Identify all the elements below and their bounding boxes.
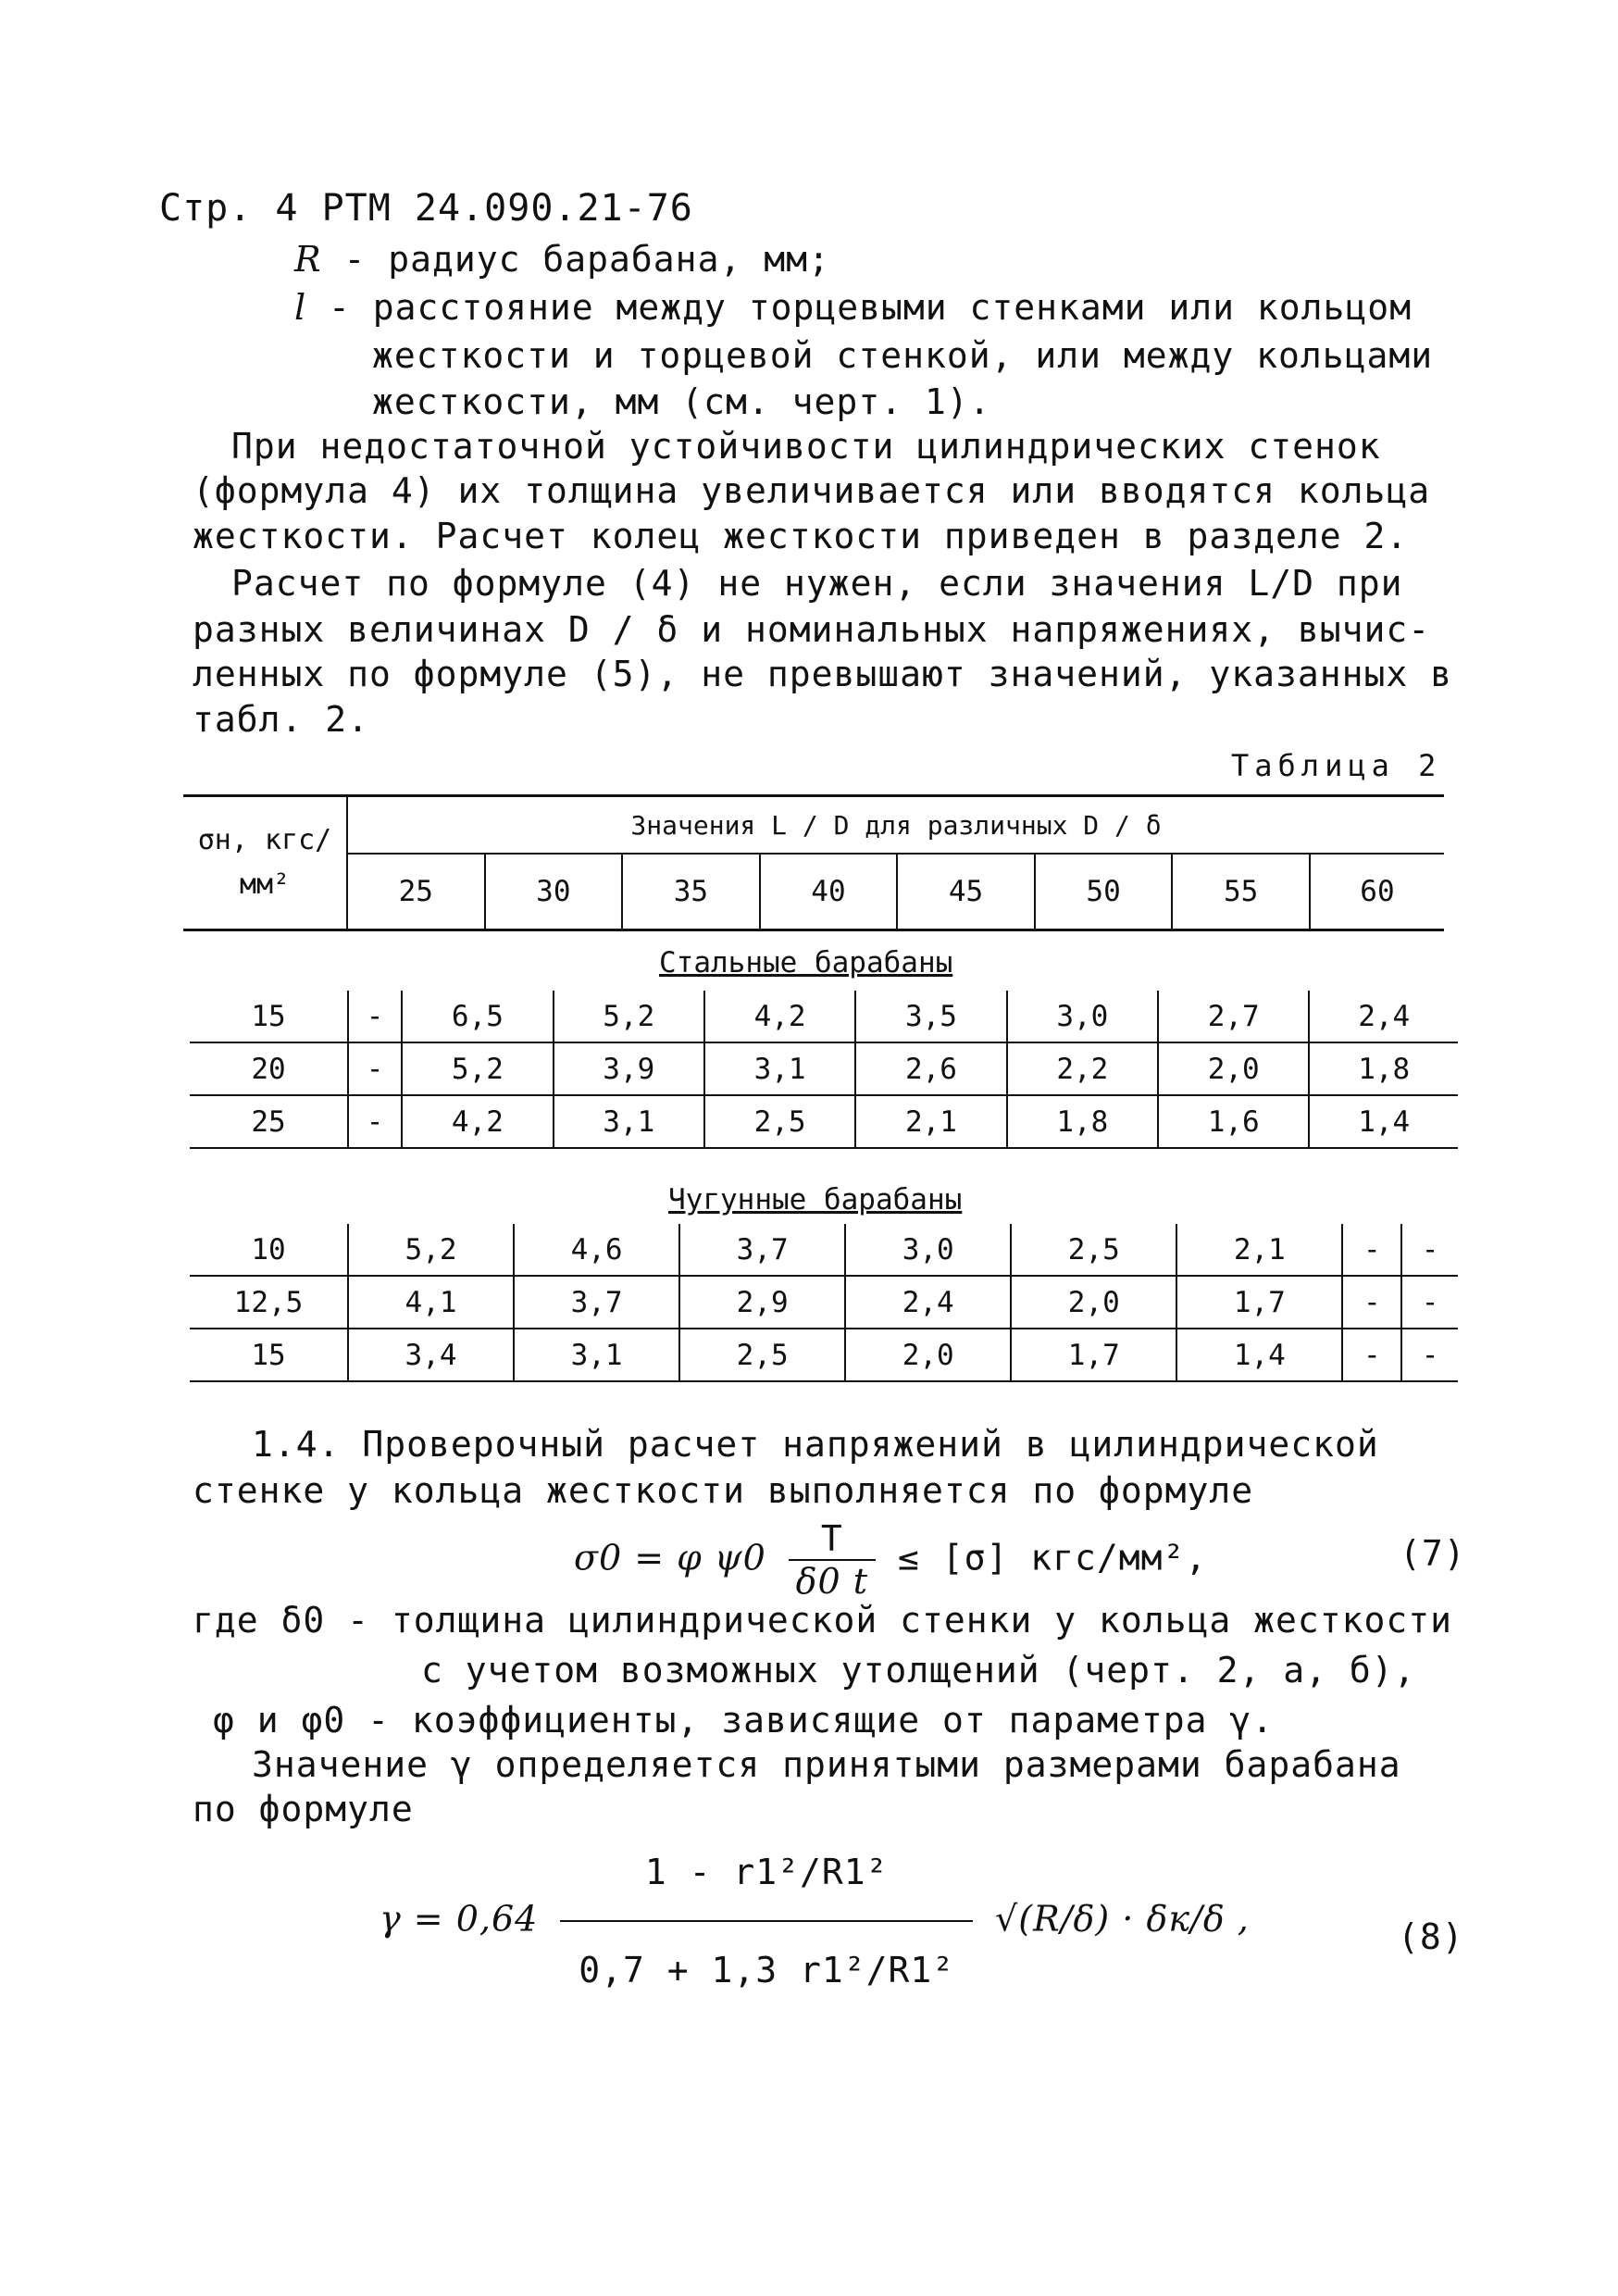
- sec14-line-2: стенке у кольца жесткости выполняется по формуле: [193, 1470, 1254, 1511]
- para1-line-1: При недостаточной устойчивости цилиндрических стенок: [231, 426, 1381, 467]
- value-cell: 1,7: [1011, 1329, 1176, 1381]
- value-cell: 3,1: [704, 1042, 855, 1095]
- para2-line-1: Расчет по формуле (4) не нужен, если значения L/D при: [231, 563, 1403, 604]
- value-cell: 2,5: [679, 1329, 845, 1381]
- value-cell: 2,4: [845, 1276, 1011, 1329]
- steel-table: [190, 991, 1458, 1149]
- value-cell: 3,0: [845, 1224, 1011, 1276]
- def-line-2: [294, 287, 1412, 328]
- row-stress-cell: 15: [190, 1329, 348, 1381]
- table-caption: Таблица 2: [1231, 748, 1442, 783]
- value-cell: 3,4: [348, 1329, 514, 1381]
- formula-rhs: ≤ [σ] кгс/мм²,: [897, 1537, 1208, 1578]
- row-stress-cell: 10: [190, 1224, 348, 1276]
- fraction-numerator: T: [789, 1518, 876, 1561]
- value-cell: 2,1: [1176, 1224, 1342, 1276]
- value-cell: -: [1342, 1224, 1401, 1276]
- cast-section-title: Чугунные барабаны: [668, 1183, 963, 1217]
- formula-7-number: (7): [1400, 1533, 1466, 1574]
- value-cell: -: [348, 1095, 402, 1148]
- col-header: 30: [485, 854, 623, 930]
- value-cell: 5,2: [402, 1042, 553, 1095]
- fraction-denominator: δ0 t: [795, 1561, 869, 1602]
- value-cell: 3,5: [855, 991, 1006, 1042]
- value-cell: 1,8: [1309, 1042, 1458, 1095]
- value-cell: 4,2: [402, 1095, 553, 1148]
- sec14-line-1: 1.4. Проверочный расчет напряжений в цилиндрической: [252, 1424, 1379, 1465]
- value-cell: 3,0: [1007, 991, 1158, 1042]
- value-cell: 1,4: [1176, 1329, 1342, 1381]
- formula-lhs: γ = 0,64: [380, 1898, 539, 1940]
- steel-section-title: Стальные барабаны: [659, 946, 953, 980]
- value-cell: -: [1342, 1329, 1401, 1381]
- formula-fraction: [789, 1518, 876, 1602]
- col-header: 50: [1035, 854, 1173, 930]
- value-cell: 1,6: [1158, 1095, 1309, 1148]
- value-cell: 2,4: [1309, 991, 1458, 1042]
- value-cell: -: [1401, 1329, 1458, 1381]
- col-header: 35: [622, 854, 760, 930]
- table-row: [190, 1042, 1458, 1095]
- value-cell: 5,2: [348, 1224, 514, 1276]
- col-header: 25: [347, 854, 485, 930]
- value-cell: 1,8: [1007, 1095, 1158, 1148]
- def-symbol: l: [294, 287, 307, 328]
- formula-8-number: (8): [1398, 1916, 1464, 1957]
- cast-table: [190, 1224, 1458, 1382]
- value-cell: 2,0: [1158, 1042, 1309, 1095]
- para1-line-2: (формула 4) их толщина увеличивается или вводятся кольца: [193, 470, 1431, 511]
- def-line-1: [294, 239, 830, 280]
- value-cell: 2,5: [704, 1095, 855, 1148]
- formula-fraction: [560, 1833, 973, 2009]
- table-row: [190, 1276, 1458, 1329]
- para2-line-3: ленных по формуле (5), не превышают значений, указанных в: [193, 654, 1453, 694]
- value-cell: -: [348, 1042, 402, 1095]
- table-row: [190, 1095, 1458, 1148]
- where-line-3: φ и φ0 - коэффициенты, зависящие от параметра γ.: [213, 1700, 1275, 1741]
- value-cell: 2,0: [845, 1329, 1011, 1381]
- value-cell: 2,7: [1158, 991, 1309, 1042]
- group-header: Значения L / D для различных D / δ: [347, 796, 1444, 855]
- value-cell: 1,4: [1309, 1095, 1458, 1148]
- table-row: [190, 1224, 1458, 1276]
- def-symbol: R: [294, 239, 322, 280]
- fraction-numerator: 1 - r1²/R1²: [560, 1833, 973, 1922]
- col-header: 45: [897, 854, 1035, 930]
- value-cell: 2,2: [1007, 1042, 1158, 1095]
- value-cell: 2,6: [855, 1042, 1006, 1095]
- def-line-4: жесткости, мм (см. черт. 1).: [372, 381, 991, 422]
- value-cell: 3,7: [679, 1224, 845, 1276]
- where-line-2: с учетом возможных утолщений (черт. 2, а, б),: [421, 1650, 1416, 1691]
- value-cell: 2,0: [1011, 1276, 1176, 1329]
- formula-8: [380, 1833, 1250, 2009]
- stub-header: σн, кгс/мм²: [183, 796, 347, 930]
- para2-line-2: разных величинах D / δ и номинальных напряжениях, вычис-: [193, 609, 1431, 650]
- value-cell: -: [1401, 1276, 1458, 1329]
- value-cell: 5,2: [554, 991, 704, 1042]
- value-cell: 3,1: [514, 1329, 679, 1381]
- value-cell: 4,6: [514, 1224, 679, 1276]
- value-cell: 4,1: [348, 1276, 514, 1329]
- row-stress-cell: 20: [190, 1042, 348, 1095]
- value-cell: 6,5: [402, 991, 553, 1042]
- row-stress-cell: 12,5: [190, 1276, 348, 1329]
- page-header: Стр. 4 РТМ 24.090.21-76: [159, 187, 693, 230]
- para1-line-3: жесткости. Расчет колец жесткости приведен в разделе 2.: [193, 516, 1409, 556]
- col-header: 40: [760, 854, 898, 930]
- value-cell: -: [348, 991, 402, 1042]
- formula-7: [574, 1518, 1207, 1602]
- value-cell: 4,2: [704, 991, 855, 1042]
- para3-line-2: по формуле: [193, 1789, 414, 1829]
- row-stress-cell: 15: [190, 991, 348, 1042]
- value-cell: -: [1342, 1276, 1401, 1329]
- fraction-denominator: 0,7 + 1,3 r1²/R1²: [579, 1950, 955, 1990]
- value-cell: 1,7: [1176, 1276, 1342, 1329]
- formula-tail: √(R/δ) · δк/δ ,: [995, 1898, 1250, 1940]
- formula-lhs: σ0 = φ ψ0: [574, 1537, 766, 1578]
- def-text: - расстояние между торцевыми стенками или кольцом: [329, 287, 1413, 328]
- value-cell: 2,5: [1011, 1224, 1176, 1276]
- where-line-1: где δ0 - толщина цилиндрической стенки у кольца жесткости: [193, 1600, 1453, 1641]
- def-text: - радиус барабана, мм;: [343, 239, 830, 280]
- value-cell: 3,7: [514, 1276, 679, 1329]
- def-line-3: жесткости и торцевой стенкой, или между кольцами: [372, 335, 1434, 376]
- col-header: 60: [1360, 875, 1395, 908]
- value-cell: 3,1: [554, 1095, 704, 1148]
- table-header: [183, 794, 1444, 931]
- value-cell: -: [1401, 1224, 1458, 1276]
- para3-line-1: Значение γ определяется принятыми размерами барабана: [252, 1744, 1401, 1785]
- col-header: 55: [1172, 854, 1310, 930]
- table-row: [190, 991, 1458, 1042]
- value-cell: 3,9: [554, 1042, 704, 1095]
- para2-line-4: табл. 2.: [193, 699, 370, 740]
- value-cell: 2,9: [679, 1276, 845, 1329]
- row-stress-cell: 25: [190, 1095, 348, 1148]
- table-row: [190, 1329, 1458, 1381]
- value-cell: 2,1: [855, 1095, 1006, 1148]
